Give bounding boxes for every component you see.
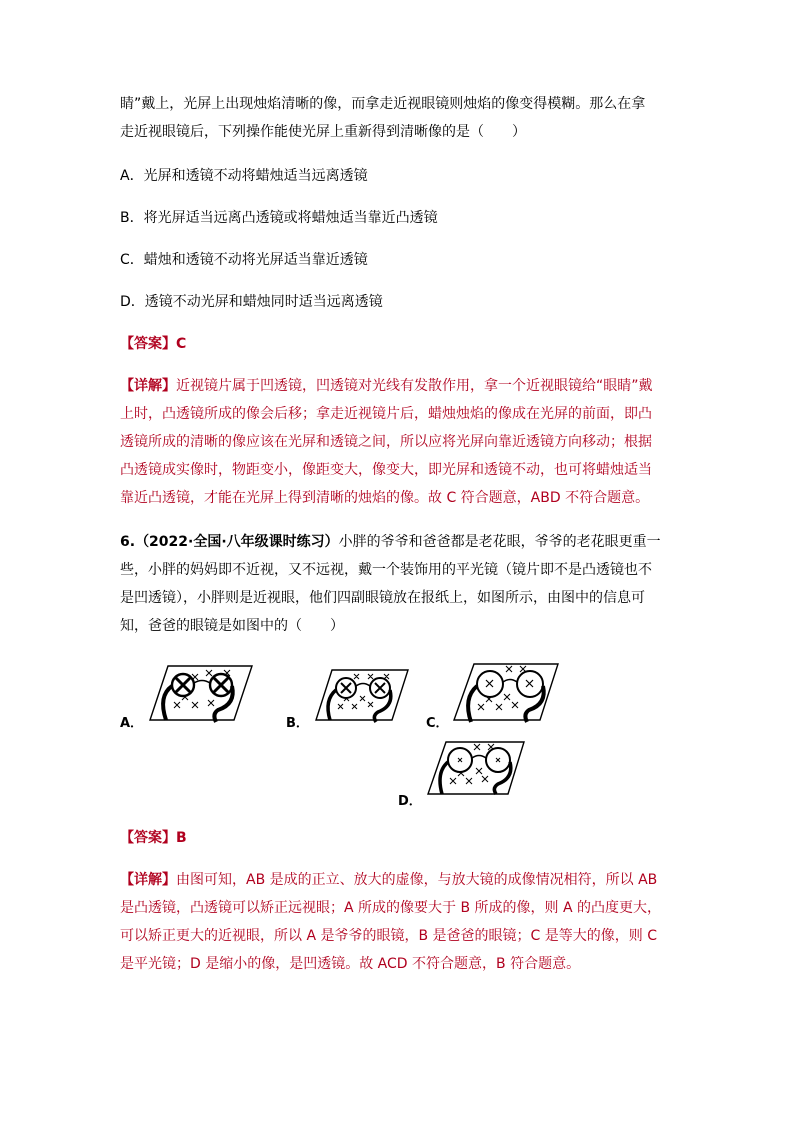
q6-detail-text-1: 由图可知，AB 是成的正立、放大的虚像，与放大镜的成像情况相符，所以 AB [176, 872, 658, 888]
q5-option-a: A．光屏和透镜不动将蜡烛适当远离透镜 [120, 168, 368, 184]
q5-detail-line-2: 上时，凸透镜所成的像会后移；拿走近视镜片后，蜡烛烛焰的像成在光屏的前面，即凸 [120, 406, 652, 422]
glasses-figure-c [450, 662, 562, 724]
q5-detail-label: 【详解】 [120, 378, 176, 394]
q5-detail-line-5: 靠近凸透镜，才能在光屏上得到清晰的烛焰的像。故 C 符合题意，ABD 不符合题意。 [120, 490, 650, 506]
glasses-figure-a [146, 664, 256, 724]
q6-answer-value: B [176, 830, 187, 846]
q5-answer-label: 【答案】 [120, 336, 176, 352]
q6-stem-text-1: 小胖的爷爷和爸爸都是老花眼，爷爷的老花眼更重一 [338, 534, 661, 550]
q6-detail-line-3: 可以矫正更大的近视眼，所以 A 是爷爷的眼镜，B 是爸爸的眼镜；C 是等大的像，则 C [120, 928, 657, 944]
q6-answer [120, 830, 187, 846]
q6-option-c-label: C． [426, 716, 449, 731]
q6-detail-line-4: 是平光镜；D 是缩小的像，是凹透镜。故 ACD 不符合题意，B 符合题意。 [120, 956, 581, 972]
q5-detail-line-1 [120, 378, 653, 394]
q6-stem-line-4: 知，爸爸的眼镜是如图中的（ ） [120, 618, 344, 634]
q6-source: （2022·全国·八年级课时练习） [135, 534, 339, 550]
glasses-figure-d [424, 740, 528, 798]
q5-option-d: D．透镜不动光屏和蜡烛同时适当远离透镜 [120, 294, 383, 310]
q6-stem-line-1 [120, 534, 661, 550]
q5-stem-line-1: 睛”戴上，光屏上出现烛焰清晰的像，而拿走近视眼镜则烛焰的像变得模糊。那么在拿 [120, 96, 646, 112]
q6-detail-label: 【详解】 [120, 872, 176, 888]
q5-detail-line-3: 透镜所成的清晰的像应该在光屏和透镜之间，所以应将光屏向靠近透镜方向移动；根据 [120, 434, 652, 450]
q5-detail-text-1: 近视镜片属于凹透镜，凹透镜对光线有发散作用，拿一个近视眼镜给“眼睛”戴 [176, 378, 653, 394]
q5-detail-line-4: 凸透镜成实像时，物距变小，像距变大，像变大，即光屏和透镜不动，也可将蜡烛适当 [120, 462, 652, 478]
q6-stem-line-3: 是凹透镜），小胖则是近视眼，他们四副眼镜放在报纸上，如图所示，由图中的信息可 [120, 590, 645, 606]
q5-option-c: C．蜡烛和透镜不动将光屏适当靠近透镜 [120, 252, 368, 268]
q6-option-d-label: D． [398, 794, 422, 809]
q5-option-b: B．将光屏适当远离凸透镜或将蜡烛适当靠近凸透镜 [120, 210, 438, 226]
q6-option-b-label: B． [286, 716, 309, 731]
q5-answer [120, 336, 186, 352]
q6-option-a-label: A． [120, 716, 144, 731]
glasses-figure-b [312, 668, 412, 724]
q6-answer-label: 【答案】 [120, 830, 176, 846]
q6-detail-line-2: 是凸透镜，凸透镜可以矫正远视眼；A 所成的像要大于 B 所成的像，则 A 的凸度更大， [120, 900, 662, 916]
q5-answer-value: C [176, 336, 187, 352]
q5-stem-line-2: 走近视眼镜后，下列操作能使光屏上重新得到清晰像的是（ ） [120, 124, 526, 140]
q6-detail-line-1 [120, 872, 657, 888]
q6-number: 6. [120, 534, 136, 550]
q6-stem-line-2: 些，小胖的妈妈即不近视，又不远视，戴一个装饰用的平光镜（镜片即不是凸透镜也不 [120, 562, 652, 578]
